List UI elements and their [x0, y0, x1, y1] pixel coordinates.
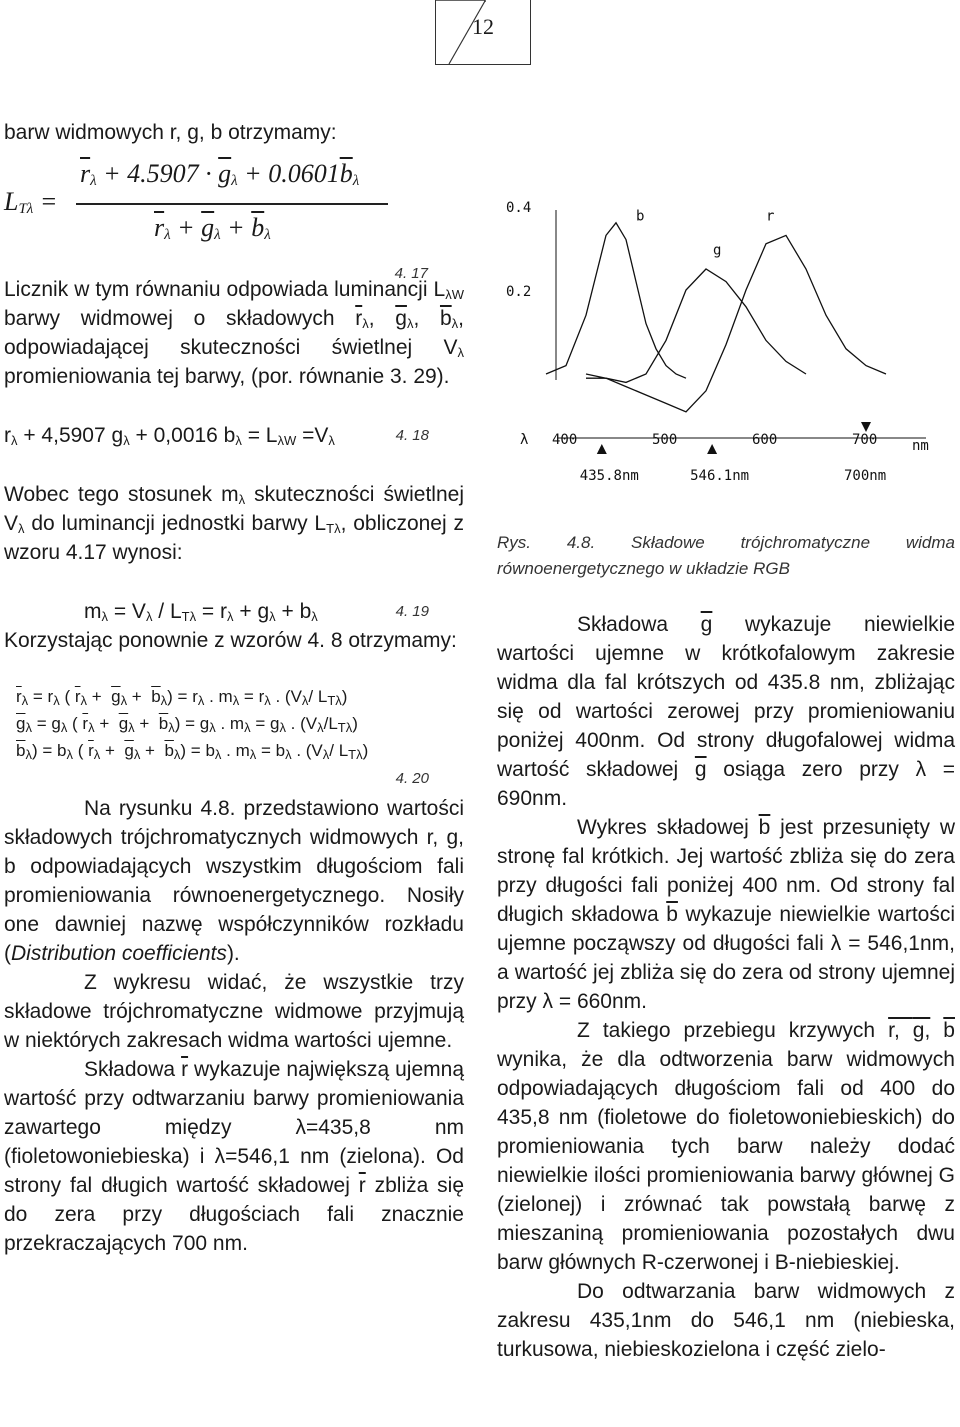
equation-number: 4. 18: [395, 427, 429, 444]
paragraph-negative: Z wykresu widać, że wszystkie trzy składowe trójchromatyczne widmowe przyjmują w niektórych zakresach widma wartości ujemne.: [4, 971, 464, 1052]
equation-number: 4. 19: [395, 603, 429, 620]
marker-label: 435.8nm: [579, 468, 639, 484]
curve-b: [546, 223, 686, 378]
marker-label: 700nm: [844, 468, 887, 484]
paragraph-ratio: Wobec tego stosunek $m_\lambda$ skuteczności świetlnej $V_\lambda$ do luminancji jednostki barwy $L_{T\lambda}$, obliczonej z wzoru 4.17 wynosi:: [4, 483, 464, 564]
paragraph-reproduction: Do odtwarzania barw widmowych z zakresu 435,1nm do 546,1 nm (niebieska, turkusowa, niebieskozielona i część zielo-: [497, 1280, 955, 1361]
wavelength-marker: [861, 422, 871, 432]
x-axis-label: λ: [520, 432, 529, 448]
page-number-box: [435, 0, 531, 65]
rgb-chart: [494, 142, 956, 504]
equation-4-20: [4, 683, 464, 792]
wavelength-marker: [597, 444, 607, 454]
left-column: [4, 118, 464, 1258]
page-number: 12: [472, 14, 494, 39]
equation-number-row: [16, 764, 464, 792]
curve-label: g: [713, 242, 722, 259]
equation-number: 4. 20: [395, 770, 429, 787]
paragraph-red-component: Składowa $\overline{r}$ wykazuje największą ujemną wartość przy odtwarzaniu barwy promieniowania zawartego między λ=435,8 nm (fioletowoniebieska) i λ=546,1 nm (zielona). Od strony fal długich wartość składowej $\overline{r}$ zbliża się do zera przy długościach fali znacznie przekraczających 700 nm.: [4, 1058, 465, 1255]
formula-lhs: $L_{T\lambda}$ =: [4, 187, 58, 217]
eq-g-row: $\overline{g}_\lambda = g_\lambda$ ( $\overline{r}_\lambda + \overline{g}_\lambda + \overline{b}_\lambda) = g_\lambda$ . $m_\lambda = g_\lambda$ . $(V_\lambda/L_{T\lambda})$: [16, 714, 358, 735]
paragraph-curves: Z takiego przebiegu krzywych r, g, $\overline{b}$ wynika, że dla odtworzenia barw widmowych odpowiadających długościom fali od 400 do 435,8 nm (fioletowe do fioletowoniebieskich) do promieniowania tych barw należy dodać niewielkie ilości promieniowania barwy głównej G (zielonej) i zrównać tak powstałą barwę z mieszaniną promieniowania pozostałych dwu barw głównych R-czerwonej i B-niebieskiej.: [497, 1019, 955, 1274]
eq-r-row: $\overline{r}_\lambda = r_\lambda$ ( $\overline{r}_\lambda + \overline{g}_\lambda + \overline{b}_\lambda) = r_\lambda$ . $m_\lambda = r_\lambda$ . ($V_\lambda/$ $L_{T\lambda}$): [16, 687, 348, 708]
formula-denominator: $\overline{r}_\lambda + \overline{g}_\lambda + \overline{b}_\lambda$: [154, 213, 271, 243]
paragraph-using: Korzystając ponownie z wzorów 4. 8 otrzymamy:: [4, 629, 457, 652]
x-tick-label: 600: [752, 432, 778, 448]
y-tick-label: 0.4: [506, 200, 532, 216]
right-column: [497, 610, 955, 1364]
curve-label: r: [766, 208, 775, 225]
paragraph-green-component: Składowa $\overline{g}$ wykazuje niewielkie wartości ujemne w krótkofalowym zakresie widma dla fal krótszych od 435.8 nm, zbliżając się od wartości zerowej przy promieniowaniu poniżej 400nm. Od strony długofalowej widma wartość składowej $\overline{g}$ osiąga zero przy λ = 690nm.: [497, 613, 956, 810]
figure-caption: Rys. 4.8. Składowe trójchromatyczne widma równoenergetycznego w układzie RGB: [497, 533, 955, 578]
x-tick-label: 400: [552, 432, 578, 448]
intro-text: barw widmowych r, g, b otrzymamy:: [4, 121, 337, 144]
equation-number: 4. 17: [394, 265, 428, 282]
paragraph-figure-ref: Na rysunku 4.8. przedstawiono wartości składowych trójchromatycznych widmowych r, g, b odpowiadających wszystkim długościom fali promieniowania równoenergetycznego. Nosiły one dawniej nazwę współczynników rozkładu (Distribution coefficients).: [4, 797, 464, 965]
formula-numerator: $\overline{r}_\lambda + 4.5907 \cdot \overline{g}_\lambda + 0.0601\overline{b}_\lambda$: [80, 159, 360, 189]
equation-4-17: [4, 147, 464, 282]
fraction-bar: [76, 203, 388, 205]
wavelength-marker: [707, 444, 717, 454]
paragraph-blue-component: Wykres składowej $\overline{b}$ jest przesunięty w stronę fal krótkich. Jej wartość zbliża się do zera przy długości fali poniżej 400 nm. Od strony fal długich składowa $\overline{b}$ wykazuje niewielkie wartości ujemne począwszy od długości fali λ = 546,1nm, a wartość jej zbliża się do zera od strony ujemnej przy λ = 660nm.: [497, 816, 956, 1013]
equation-4-18: $r_\lambda + 4,5907$ $g_\lambda + 0,0016$ $b_\lambda = L_{\lambda W} =V_\lambda$ 4. 18: [4, 421, 464, 450]
intro-line: [4, 118, 464, 147]
x-unit-label: nm: [912, 438, 929, 454]
equation-4-19: $m_\lambda = V_\lambda / L_{T\lambda} = r_\lambda + g_\lambda + b_\lambda$ 4. 19: [4, 597, 464, 626]
eq-b-row: $\overline{b}_\lambda) = b_\lambda$ ( $\overline{r}_\lambda + \overline{g}_\lambda + \overline{b}_\lambda) = b_\lambda$ . $m_\lambda = b_\lambda$ . ($V_\lambda/$ $L_{T\lambda}$): [16, 741, 369, 762]
x-tick-label: 500: [652, 432, 678, 448]
y-tick-label: 0.2: [506, 284, 532, 300]
curve-label: b: [636, 208, 645, 225]
curve-g: [586, 269, 806, 382]
rgb-spectrum-figure: [494, 142, 956, 504]
x-tick-label: 700: [852, 432, 878, 448]
paragraph-luminance: Licznik w tym równaniu odpowiada luminancji $L_{\lambda W}$ barwy widmowej o składowych $\overline{r}_\lambda$, $\overline{g}_\lambda$, $\overline{b}_\lambda$, odpowiadającej skuteczności świetlnej $V_\lambda$ promieniowania tej barwy, (por. równanie 3. 29).: [4, 278, 464, 388]
marker-label: 546.1nm: [690, 468, 750, 484]
